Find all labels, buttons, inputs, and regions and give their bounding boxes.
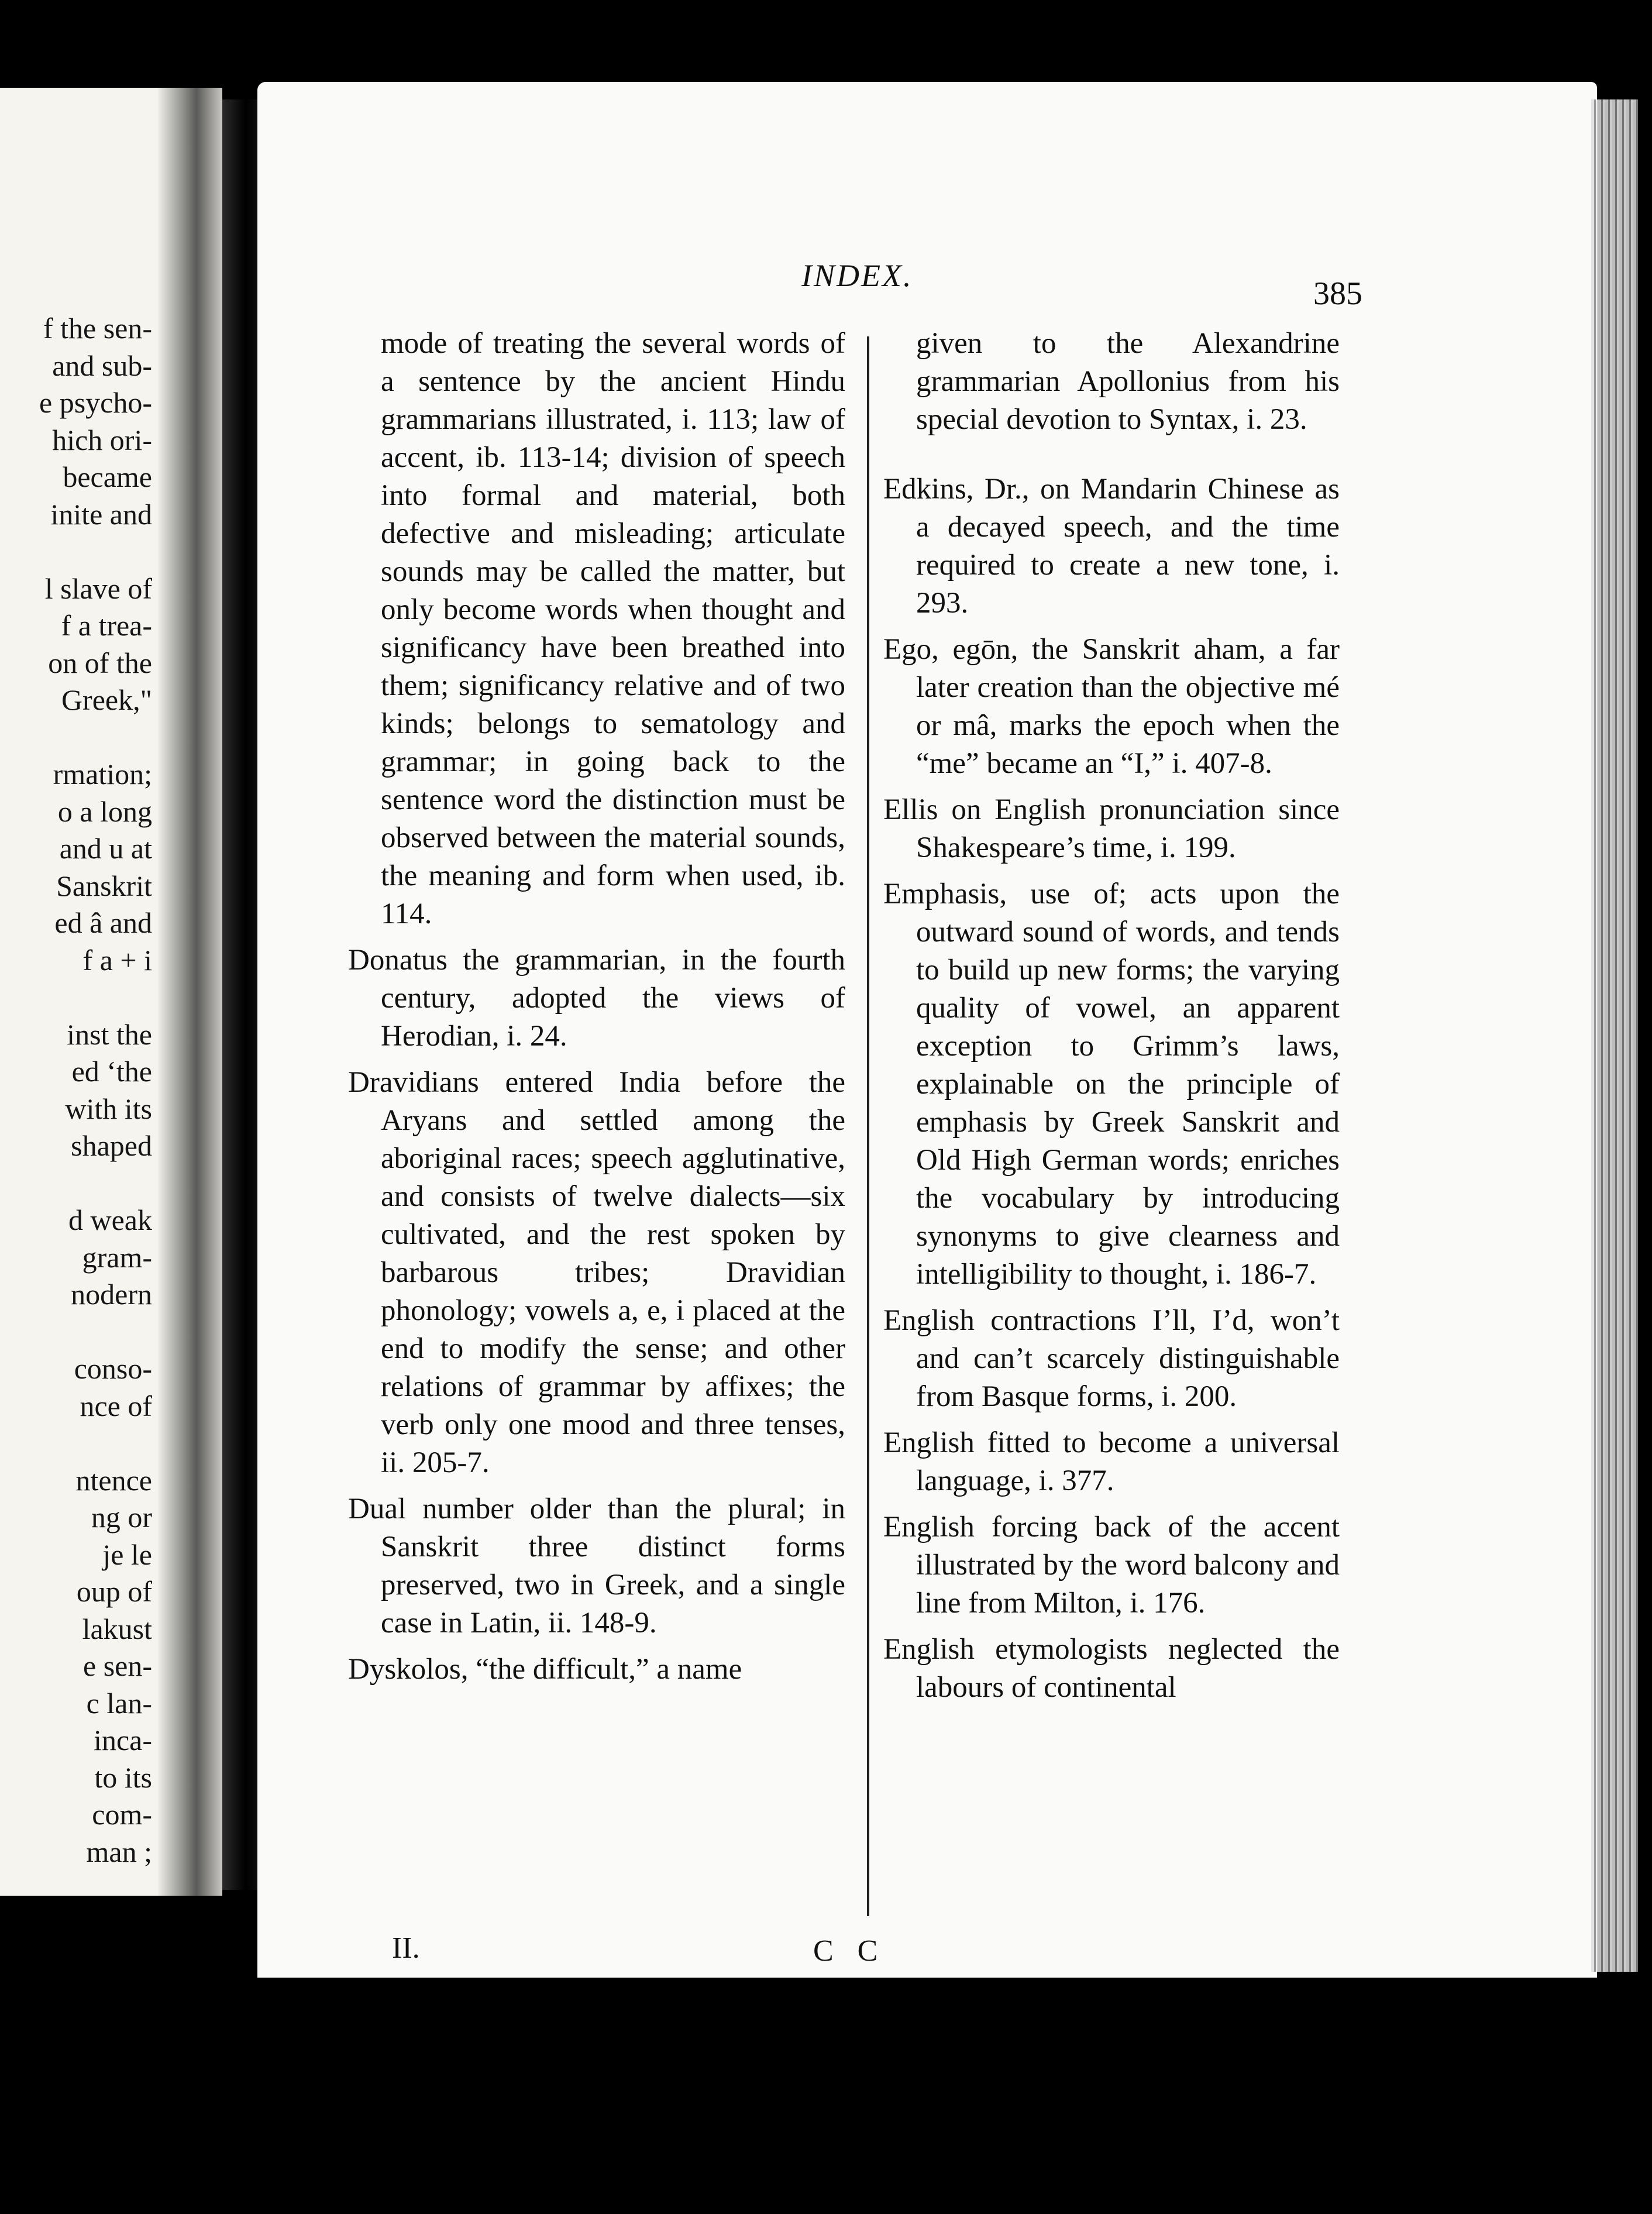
index-entry: given to the Alexandrine grammarian Apollonius from his special devotion to Syntax, i. 23. — [916, 327, 1340, 436]
left-page-fragment: ed â and — [54, 906, 152, 939]
left-page-fragment: l slave of — [44, 572, 152, 605]
index-entry: English forcing back of the accent illustrated by the word balcony and line from Milton, i. 176. — [883, 1511, 1340, 1620]
left-page-fragment: c lan- — [86, 1686, 152, 1720]
left-page-fragment: to its — [94, 1761, 152, 1794]
left-page-fragment: Sanskrit — [56, 869, 152, 902]
page-edges — [1591, 99, 1638, 1972]
left-page-fragment: d weak — [68, 1204, 152, 1236]
index-entry: Ellis on English pronunciation since Shakespeare’s time, i. 199. — [883, 793, 1340, 864]
left-page-fragment: with its — [65, 1092, 152, 1125]
left-page-fragment: and sub- — [52, 349, 152, 382]
left-page-fragment — [39, 1425, 152, 1462]
left-page — [0, 88, 222, 1896]
index-entry: Dyskolos, “the difficult,” a name — [348, 1653, 742, 1686]
left-page-fragment — [39, 533, 152, 570]
left-page-fragment: com- — [92, 1798, 152, 1831]
left-page-fragment: ntence — [75, 1463, 152, 1497]
running-title: INDEX. — [801, 258, 913, 293]
left-page-fragment — [39, 1314, 152, 1351]
left-page-fragment: on of the — [48, 646, 152, 679]
index-entry: mode of treating the several words of a sentence by the ancient Hindu grammarians illustrated, i. 113; law of accent, ib. 113-14; division of speech into formal and material, both defective and misleading; articulate sounds may be called the matter, but only become words when thought and significancy have been breathed into them; significancy relative and of two kinds; belongs to sematology and grammar; in going back to the sentence word the distinction must be observed between the material sounds, the meaning and form when used, ib. 114. — [381, 327, 845, 930]
left-page-fragment: je le — [102, 1538, 152, 1571]
signature-mark: II. — [392, 1931, 420, 1965]
page-number: 385 — [1313, 276, 1362, 312]
index-entry: Dravidians entered India before the Aryans and settled among the aboriginal races; speech agglutinative, and consists of twelve dialects—six cultivated, and the rest spoken by barbarous tribes; Dravidian phonology; vowels a, e, i placed at the end to modify the sense; and other relations of grammar by affixes; the verb only one mood and three tenses, ii. 205-7. — [348, 1066, 845, 1479]
left-page-fragment: ed ‘the — [71, 1055, 152, 1088]
left-page-fragment: nce of — [80, 1389, 152, 1422]
index-entry: Emphasis, use of; acts upon the outward sound of words, and tends to build up new forms; the varying quality of vowel, an apparent exception to Grimm’s laws, explainable on the principle of emphasis by Greek Sanskrit and Old High German words; enriches the vocabulary by introducing synonyms to give clearness and intelligibility to thought, i. 186-7. — [883, 878, 1340, 1291]
left-page-fragment: shaped — [71, 1129, 152, 1162]
index-entry: English etymologists neglected the labours of continental — [883, 1633, 1340, 1704]
index-entry: Edkins, Dr., on Mandarin Chinese as a decayed speech, and the time required to create a new tone, i. 293. — [883, 473, 1340, 620]
left-page-fragment: man ; — [86, 1835, 152, 1868]
index-column-left — [348, 325, 845, 1697]
entry-spacer — [883, 447, 1340, 470]
index-column-right — [883, 325, 1340, 1715]
left-page-fragment: ng or — [91, 1501, 152, 1534]
left-page-fragment — [39, 719, 152, 757]
left-page-fragment: gram- — [82, 1240, 152, 1274]
left-page-fragment: conso- — [74, 1352, 152, 1385]
left-page-fragment: e psycho- — [39, 386, 152, 419]
left-page-fragment: o a long — [57, 795, 152, 828]
left-page-fragment: f a + i — [82, 943, 152, 977]
left-page-fragment: and u at — [59, 832, 152, 865]
left-page-fragment: nodern — [71, 1278, 152, 1311]
signature-letters: C C — [813, 1934, 886, 1968]
left-page-fragment: inca- — [94, 1724, 152, 1756]
left-page-fragment — [39, 1165, 152, 1202]
index-entry: English contractions I’ll, I’d, won’t and can’t scarcely distinguishable from Basque forms, i. 200. — [883, 1304, 1340, 1413]
left-page-fragment: f a trea- — [61, 609, 152, 642]
left-page-fragment: lakust — [82, 1612, 152, 1645]
index-entry: English fitted to become a universal language, i. 377. — [883, 1426, 1340, 1497]
left-page-fragment: f the sen- — [43, 312, 152, 345]
index-entry: Donatus the grammarian, in the fourth century, adopted the views of Herodian, i. 24. — [348, 944, 845, 1053]
left-page-fragment: inst the — [67, 1017, 152, 1051]
binding-shadow — [158, 88, 222, 1896]
index-entry: Ego, egōn, the Sanskrit aham, a far later creation than the objective mé or mâ, marks the epoch when the “me” became an “I,” i. 407-8. — [883, 633, 1340, 780]
left-page-fragment: hich ori- — [52, 423, 152, 456]
left-page-fragments — [39, 310, 152, 1871]
left-page-fragment — [39, 979, 152, 1016]
column-rule — [867, 336, 869, 1916]
left-page-fragment: rmation; — [53, 758, 152, 790]
left-page-fragment: became — [63, 460, 152, 493]
left-page-fragment: Greek," — [61, 683, 152, 716]
index-entry: Dual number older than the plural; in Sanskrit three distinct forms preserved, two in Greek, and a single case in Latin, ii. 148-9. — [348, 1493, 845, 1639]
left-page-fragment: e sen- — [83, 1649, 152, 1682]
left-page-fragment: inite and — [50, 497, 152, 531]
left-page-fragment: oup of — [76, 1575, 152, 1608]
